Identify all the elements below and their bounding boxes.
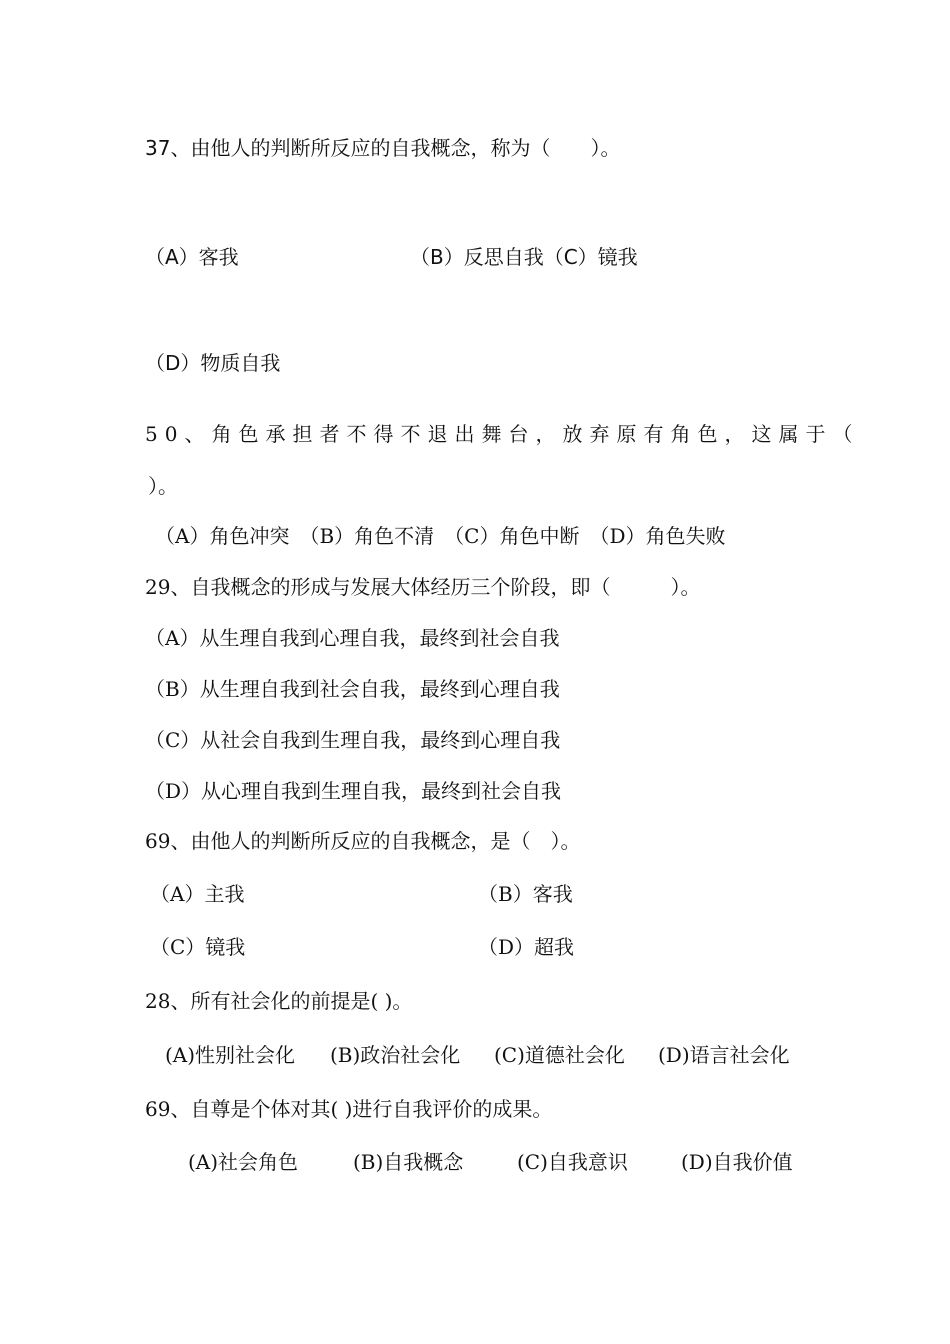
question-37-stem: 37、由他人的判断所反应的自我概念，称为（ ）。 [145,136,621,160]
question-50-options: （A）角色冲突 （B）角色不清 （C）角色中断 （D）角色失败 [155,524,726,548]
question-69b-option-d: (D)自我价值 [681,1150,793,1174]
question-29-option-b: （B）从生理自我到社会自我，最终到心理自我 [145,677,560,701]
question-69b-option-a: (A)社会角色 [188,1150,299,1174]
question-69a-option-b: （B）客我 [478,882,573,906]
question-50-stem-line1: 50、角色承担者不得不退出舞台，放弃原有角色，这属于（ [145,422,860,446]
question-37-option-a: （A）客我 [145,245,239,269]
question-69a-option-d: （D）超我 [478,935,575,959]
question-29-option-d: （D）从心理自我到生理自我，最终到社会自我 [145,779,562,803]
question-50-stem-line2: ）。 [148,474,178,498]
question-28-option-d: (D)语言社会化 [658,1043,790,1067]
question-29-stem: 29、自我概念的形成与发展大体经历三个阶段，即（ ）。 [145,575,701,599]
question-29-option-c: （C）从社会自我到生理自我，最终到心理自我 [145,728,561,752]
question-28-option-c: (C)道德社会化 [494,1043,625,1067]
question-29-option-a: （A）从生理自我到心理自我，最终到社会自我 [145,626,560,650]
question-69a-option-c: （C）镜我 [150,935,246,959]
question-28-option-a: (A)性别社会化 [165,1043,296,1067]
question-69b-option-c: (C)自我意识 [517,1150,628,1174]
question-69b-stem: 69、自尊是个体对其( )进行自我评价的成果。 [145,1097,553,1121]
question-28-stem: 28、所有社会化的前提是( )。 [145,989,413,1013]
question-69b-option-b: (B)自我概念 [353,1150,464,1174]
question-28-option-b: (B)政治社会化 [330,1043,461,1067]
question-69a-stem: 69、由他人的判断所反应的自我概念，是（ ）。 [145,829,581,853]
question-37-option-d: （D）物质自我 [145,351,281,375]
question-69a-option-a: （A）主我 [150,882,245,906]
question-37-option-bc: （B）反思自我（C）镜我 [410,245,638,269]
